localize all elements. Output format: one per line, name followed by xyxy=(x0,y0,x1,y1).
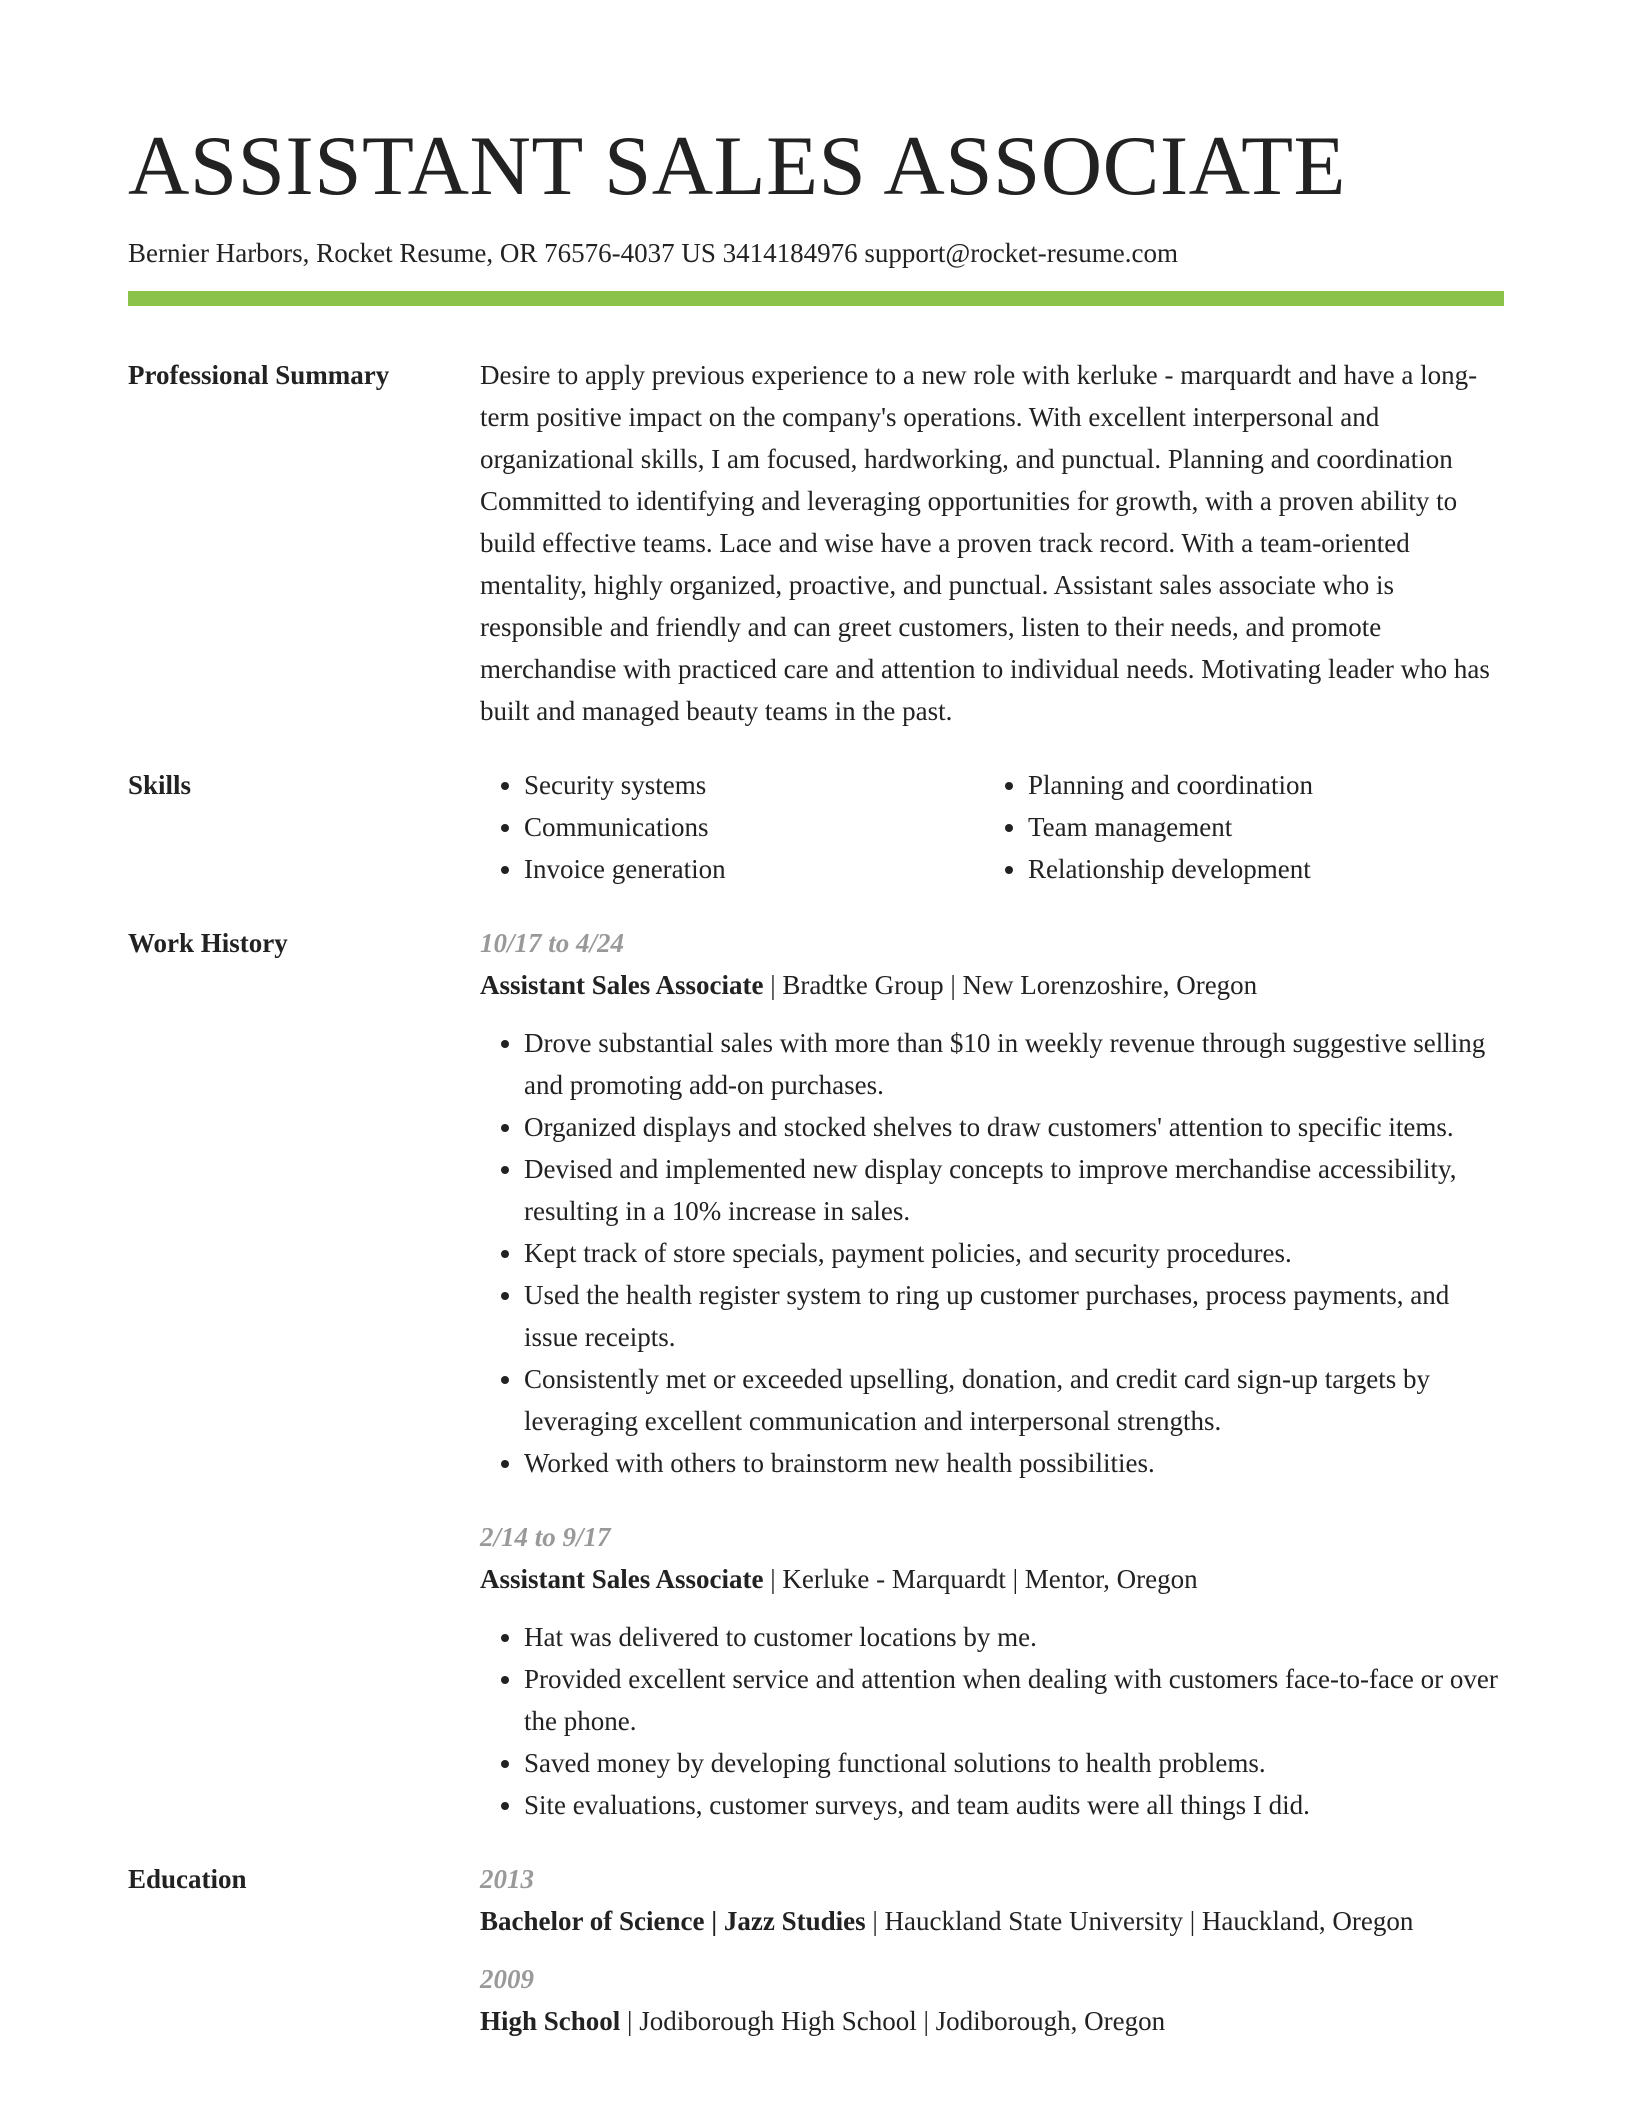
skills-grid xyxy=(480,764,1504,890)
section-label-summary: Professional Summary xyxy=(128,359,390,390)
job-title: Assistant Sales Associate xyxy=(480,1563,764,1594)
skills-section xyxy=(128,764,1504,890)
job-bullets xyxy=(480,1022,1504,1484)
job-bullet: • Saved money by developing functional solutions to health problems. xyxy=(524,1742,1504,1784)
contact-address: Bernier Harbors, Rocket Resume, OR 76576-4037 US xyxy=(128,237,716,268)
summary-body xyxy=(480,354,1504,732)
skills-column-right xyxy=(984,764,1488,890)
education-section xyxy=(128,1858,1504,2042)
education-heading xyxy=(480,2000,1504,2042)
contact-email: support@rocket-resume.com xyxy=(864,237,1178,268)
job-heading xyxy=(480,964,1504,1006)
job-bullets xyxy=(480,1616,1504,1826)
summary-text: Desire to apply previous experience to a new role with kerluke - marquardt and have a long-term positive impact on the company's operations. With excellent interpersonal and organizational skills, I am focused, hardworking, and punctual. Planning and coordination Committed to identifying and leveraging opportunities for growth, with a proven ability to build effective teams. Lace and wise have a proven track record. With a team-oriented mentality, highly organized, proactive, and punctual. Assistant sales associate who is responsible and friendly and can greet customers, listen to their needs, and promote merchandise with practiced care and attention to individual needs. Motivating leader who has built and managed beauty teams in the past. xyxy=(480,359,1490,726)
education-heading xyxy=(480,1900,1504,1942)
education-year: 2009 xyxy=(480,1963,534,1994)
education-degree: Bachelor of Science | Jazz Studies xyxy=(480,1905,866,1936)
resume-title: ASSISTANT SALES ASSOCIATE xyxy=(128,119,1346,213)
skills-column-left xyxy=(480,764,984,890)
job-dates: 10/17 to 4/24 xyxy=(480,927,625,958)
job-bullet: • Kept track of store specials, payment policies, and security procedures. xyxy=(524,1232,1504,1274)
section-label-skills: Skills xyxy=(128,769,192,800)
skill-item: • Invoice generation xyxy=(524,848,984,890)
job-entry xyxy=(480,922,1504,1484)
job-bullet: • Provided excellent service and attention when dealing with customers face-to-face or over the phone. xyxy=(524,1658,1504,1742)
job-bullet: • Drove substantial sales with more than $10 in weekly revenue through suggestive selling and promoting add-on purchases. xyxy=(524,1022,1504,1106)
job-bullet: • Used the health register system to ring up customer purchases, process payments, and issue receipts. xyxy=(524,1274,1504,1358)
header-divider xyxy=(128,291,1504,306)
education-degree: High School xyxy=(480,2005,621,2036)
skills-body xyxy=(480,764,1504,890)
summary-section xyxy=(128,354,1504,732)
skill-item: • Team management xyxy=(1028,806,1488,848)
job-bullet: • Site evaluations, customer surveys, and team audits were all things I did. xyxy=(524,1784,1504,1826)
job-bullet: • Organized displays and stocked shelves to draw customers' attention to specific items. xyxy=(524,1106,1504,1148)
work-history-body xyxy=(480,922,1504,1826)
skill-item: • Communications xyxy=(524,806,984,848)
education-body xyxy=(480,1858,1504,2042)
section-label-education: Education xyxy=(128,1863,247,1894)
education-details: | Jodiborough High School | Jodiborough, Oregon xyxy=(620,2005,1166,2036)
education-year: 2013 xyxy=(480,1863,534,1894)
job-bullet: • Consistently met or exceeded upselling, donation, and credit card sign-up targets by leveraging excellent communication and interpersonal strengths. xyxy=(524,1358,1504,1442)
skill-item: • Security systems xyxy=(524,764,984,806)
education-entry xyxy=(480,1958,1504,2042)
job-heading xyxy=(480,1558,1504,1600)
section-label-work-history: Work History xyxy=(128,927,288,958)
job-bullet: • Devised and implemented new display concepts to improve merchandise accessibility, resulting in a 10% increase in sales. xyxy=(524,1148,1504,1232)
work-history-section xyxy=(128,922,1504,1826)
job-bullet: • Worked with others to brainstorm new health possibilities. xyxy=(524,1442,1504,1484)
job-title: Assistant Sales Associate xyxy=(480,969,764,1000)
skill-item: • Relationship development xyxy=(1028,848,1488,890)
job-entry xyxy=(480,1516,1504,1826)
job-details: | Kerluke - Marquardt | Mentor, Oregon xyxy=(763,1563,1198,1594)
education-entry xyxy=(480,1858,1504,1942)
job-details: | Bradtke Group | New Lorenzoshire, Oregon xyxy=(763,969,1258,1000)
job-dates: 2/14 to 9/17 xyxy=(480,1521,611,1552)
contact-line xyxy=(128,236,1504,271)
contact-phone: 3414184976 xyxy=(722,237,858,268)
resume-page xyxy=(128,120,1504,2042)
skill-item: • Planning and coordination xyxy=(1028,764,1488,806)
job-bullet: • Hat was delivered to customer locations by me. xyxy=(524,1616,1504,1658)
education-details: | Hauckland State University | Hauckland, Oregon xyxy=(865,1905,1414,1936)
